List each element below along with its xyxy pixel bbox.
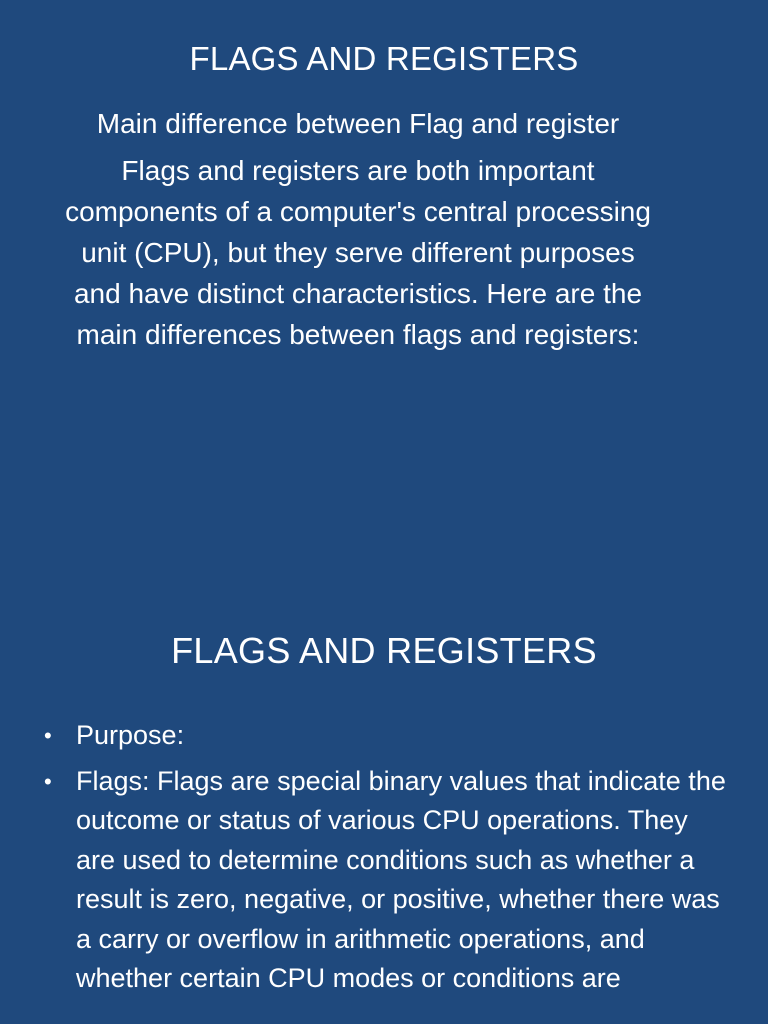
bullet-text: Purpose:: [76, 720, 185, 750]
slide-2-bullet-list: [42, 716, 732, 1005]
list-item: [42, 716, 732, 756]
slide-2-title: FLAGS AND REGISTERS: [171, 630, 597, 671]
slide-1-paragraph: Flags and registers are both important components of a computer's central processing unit (CPU), but they serve different purposes and have distinct characteristics. Here are the main differences between flags and registers:: [65, 155, 651, 350]
bullet-icon: •: [44, 723, 52, 748]
bullet-icon: •: [44, 768, 52, 794]
slide-1-body: [60, 103, 656, 355]
slide-1-subtitle: Main difference between Flag and register: [96, 108, 620, 139]
bullet-text: Flags: Flags are special binary values that indicate the outcome or status of various CPU operations. They are used to determine conditions such as whether a result is zero, negative, or positive, whether there was a carry or overflow in arithmetic operations, and whether certain CPU modes or conditions are: [76, 765, 726, 993]
slide-2: [0, 576, 768, 1024]
slide-1-title: FLAGS AND REGISTERS: [189, 40, 579, 77]
list-item: [42, 762, 732, 999]
